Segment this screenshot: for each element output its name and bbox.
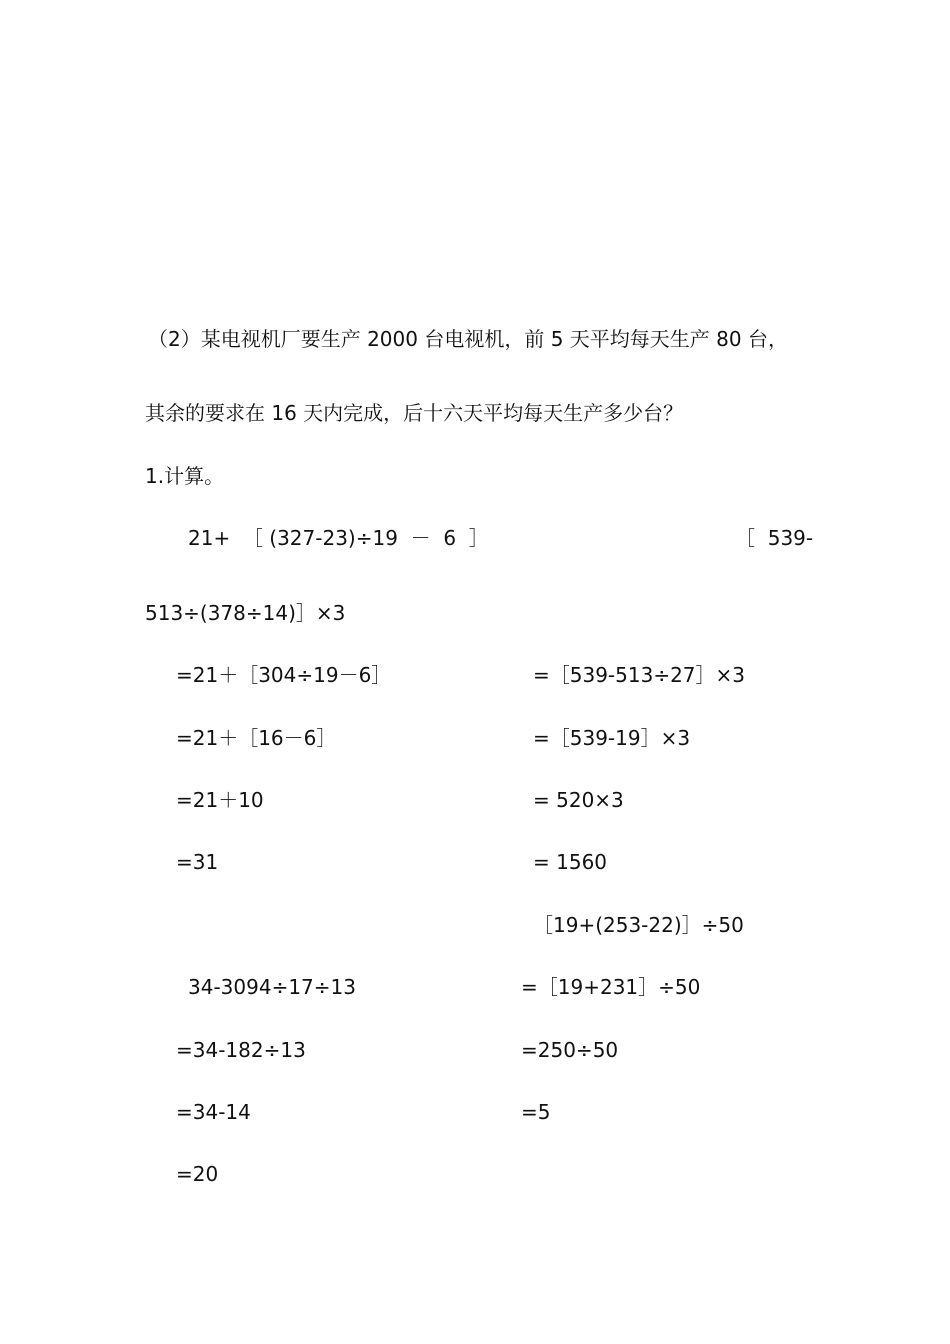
calc-b-step-3: = 520×3 xyxy=(533,788,624,812)
calc-c-step-2: =34-14 xyxy=(176,1100,251,1124)
calc-d-step-1: =［19+231］÷50 xyxy=(521,975,701,999)
calc-b-expression-part1: ［ 539- xyxy=(735,526,814,550)
calc-a-step-1: =21＋［304÷19－6］ xyxy=(176,663,392,687)
calc-a-step-3: =21＋10 xyxy=(176,788,264,812)
calc-c-step-1: =34-182÷13 xyxy=(176,1038,306,1062)
calc-c-expression: 34-3094÷17÷13 xyxy=(188,975,356,999)
calc-b-expression-part2: 513÷(378÷14)］×3 xyxy=(145,601,346,625)
problem-line-2: 其余的要求在 16 天内完成，后十六天平均每天生产多少台？ xyxy=(145,401,684,425)
calc-a-step-2: =21＋［16－6］ xyxy=(176,726,337,750)
calc-b-step-4: = 1560 xyxy=(533,850,608,874)
problem-line-1: （2）某电视机厂要生产 2000 台电视机，前 5 天平均每天生产 80 台， xyxy=(148,327,788,351)
calc-c-step-3: =20 xyxy=(176,1162,219,1186)
section-title: 1.计算。 xyxy=(145,464,225,488)
calc-b-step-2: =［539-19］×3 xyxy=(533,726,691,750)
calc-b-step-1: =［539-513÷27］×3 xyxy=(533,663,746,687)
calc-d-expression: ［19+(253-22)］÷50 xyxy=(533,913,744,937)
calc-a-step-4: =31 xyxy=(176,850,219,874)
calc-d-step-3: =5 xyxy=(521,1100,551,1124)
calc-a-expression: 21+ ［ (327-23)÷19 － 6 ］ xyxy=(188,526,489,550)
calc-d-step-2: =250÷50 xyxy=(521,1038,619,1062)
